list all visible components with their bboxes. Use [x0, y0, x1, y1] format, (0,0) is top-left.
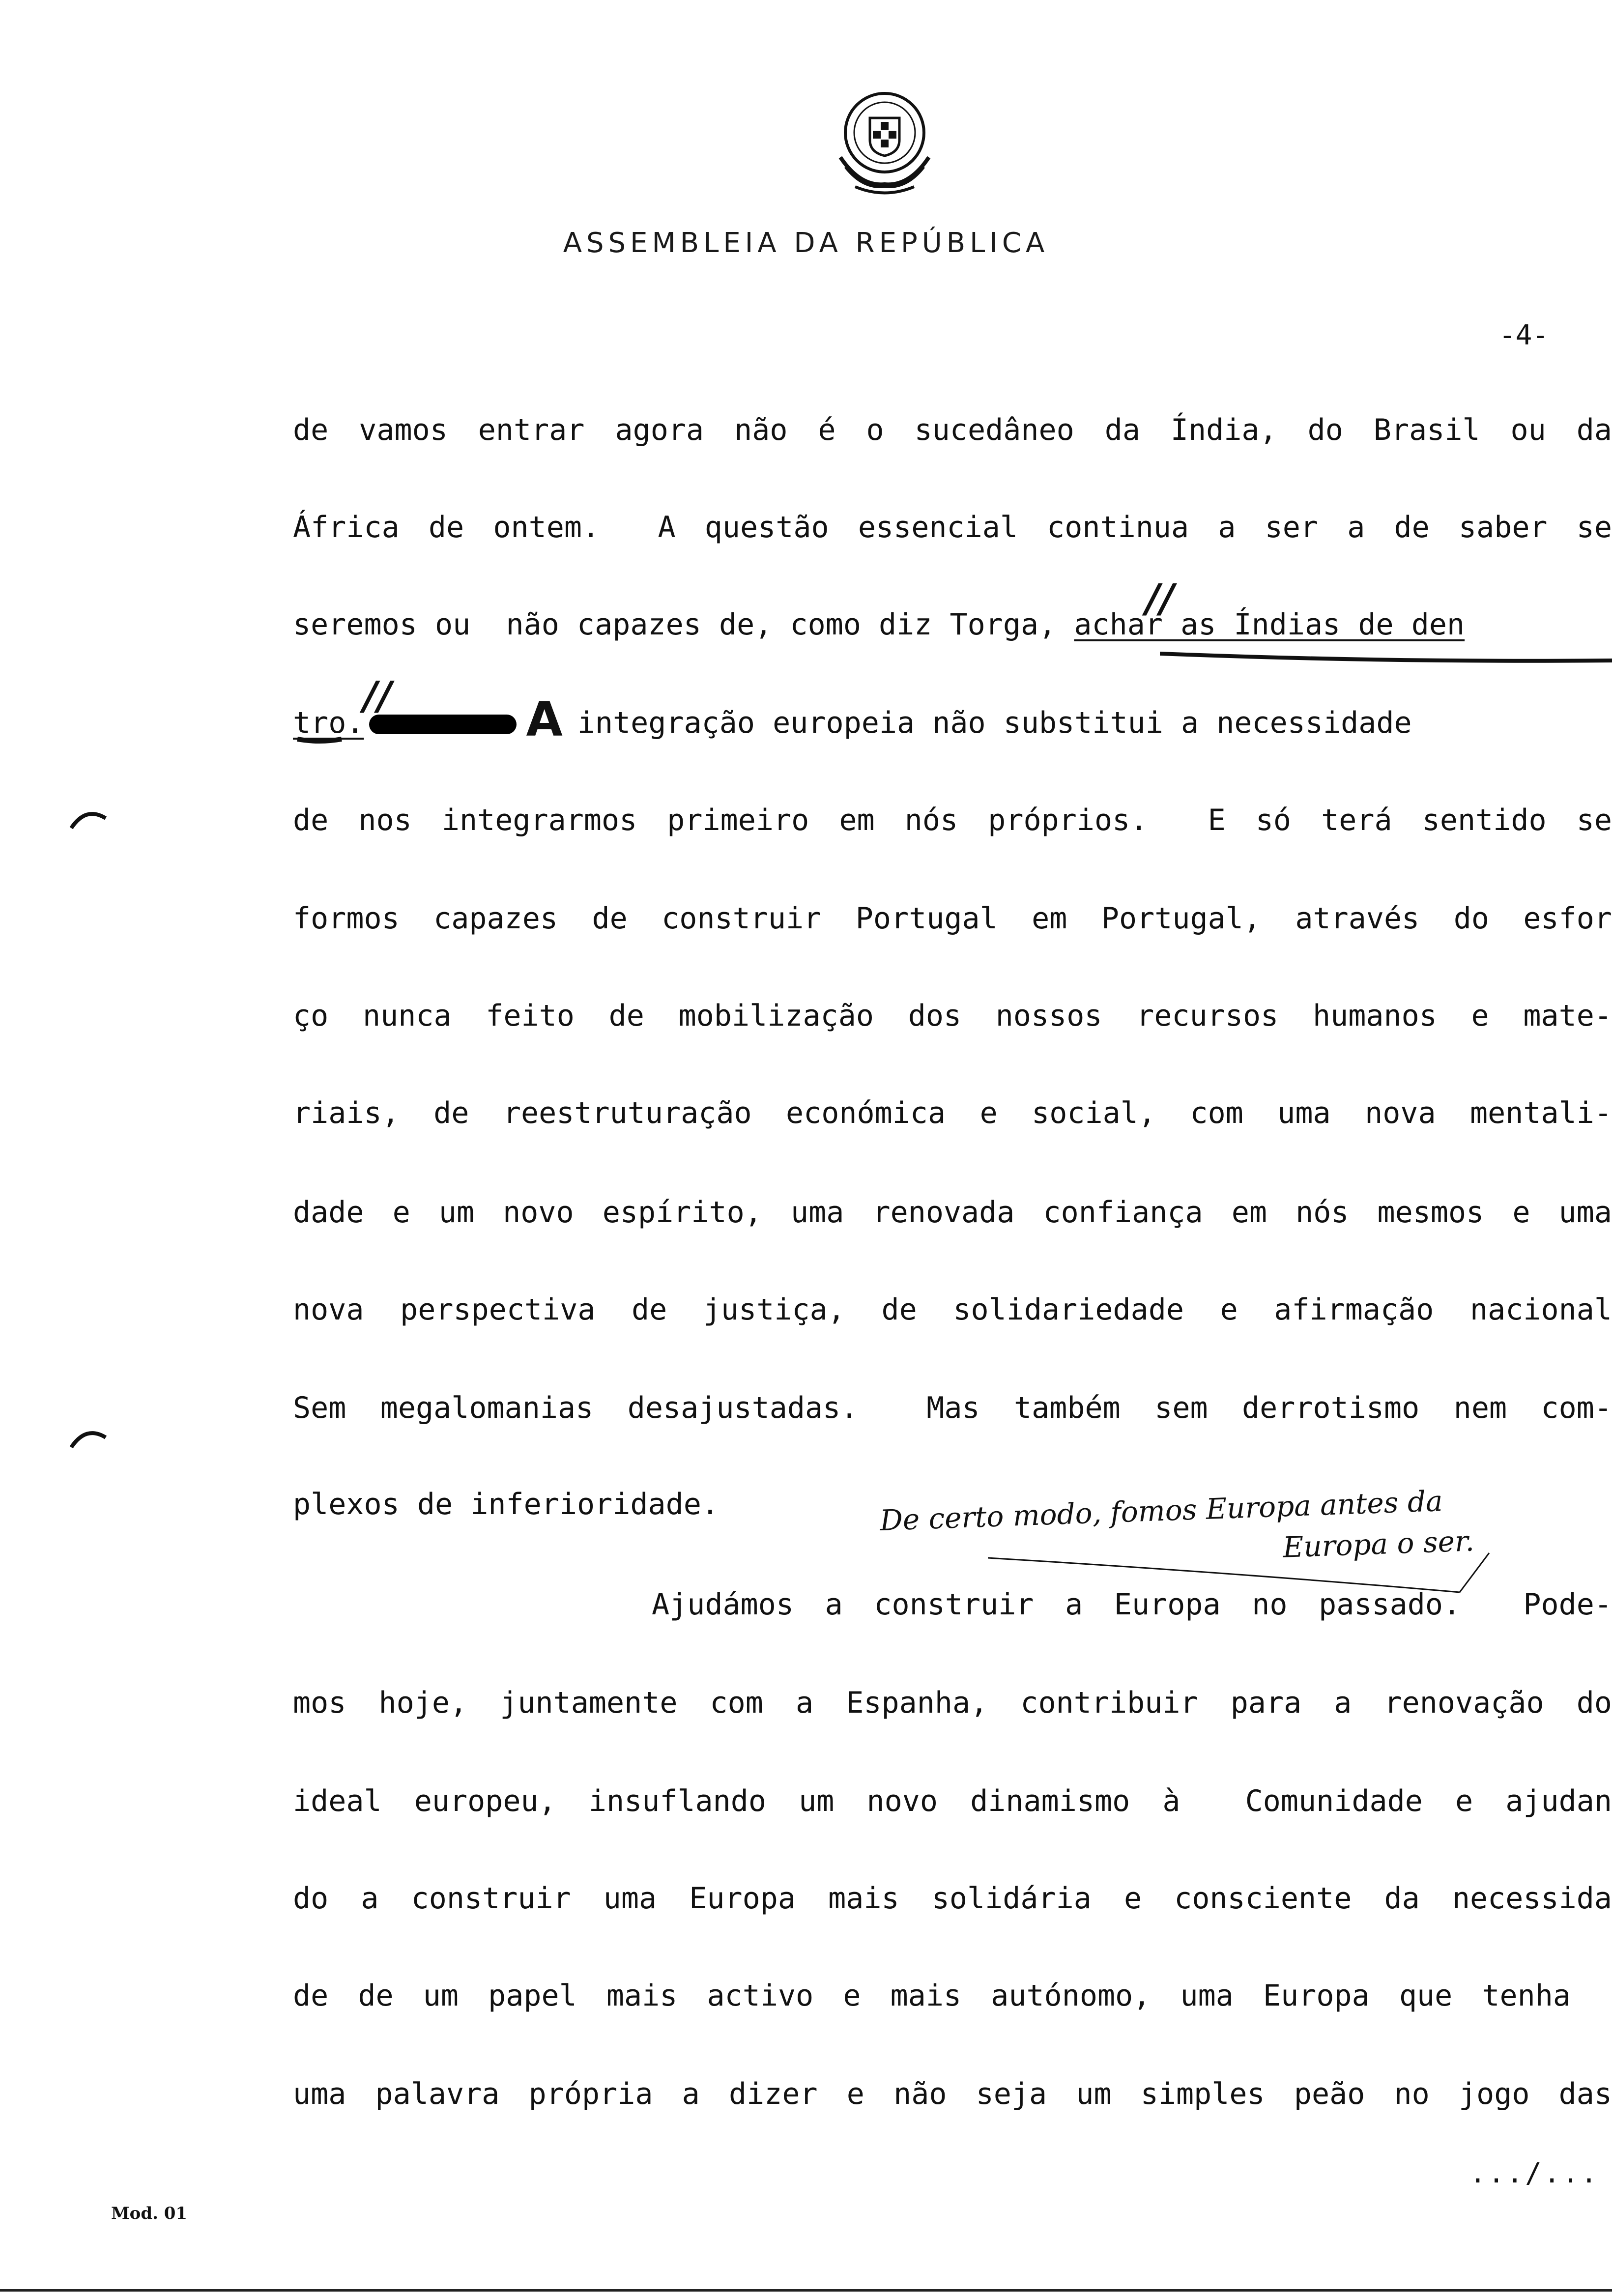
body-line-7: ço nunca feito de mobilização dos nossos recursos humanos e mate-	[293, 999, 1612, 1033]
body-line-1: de vamos entrar agora não é o sucedâneo da Índia, do Brasil ou da	[293, 413, 1612, 447]
body-line-9: dade e um novo espírito, uma renovada confiança em nós mesmos e uma	[293, 1195, 1612, 1230]
coat-of-arms-seal	[821, 84, 949, 206]
body-line-11: Sem megalomanias desajustadas. Mas também sem derrotismo nem com-	[293, 1391, 1612, 1425]
punch-hole-mark-bottom	[69, 1425, 108, 1450]
body-line-2: África de ontem. A questão essencial continua a ser a de saber se	[293, 510, 1612, 545]
handwritten-open-quote: //	[1145, 575, 1174, 621]
body-line-5: de nos integrarmos primeiro em nós próprios. E só terá sentido se	[293, 803, 1612, 837]
continuation-marker: .../...	[1469, 2157, 1600, 2189]
handwritten-note-line-1: De certo modo, fomos Europa antes da	[879, 1484, 1443, 1537]
handwritten-insertion-arrow	[988, 1548, 1528, 1602]
handwritten-underline-short	[295, 734, 344, 744]
handwritten-note-line-2: Europa o ser.	[1282, 1524, 1475, 1564]
body-line-10: nova perspectiva de justiça, de solidariedade e afirmação nacional	[293, 1292, 1612, 1327]
page-number: -4-	[1499, 319, 1549, 351]
body-line-12: plexos de inferioridade.	[293, 1487, 719, 1521]
bottom-rule	[0, 2289, 1612, 2292]
body-line-4-text: integração europeia não substitui a necessidade	[577, 706, 1412, 740]
punch-hole-mark-top	[69, 806, 108, 831]
body-line-8: riais, de reestruturação económica e social, com uma nova mentali-	[293, 1096, 1612, 1130]
body-line-18: uma palavra própria a dizer e não seja um simples peão no jogo das	[293, 2077, 1612, 2111]
body-line-14: mos hoje, juntamente com a Espanha, contribuir para a renovação do	[293, 1686, 1612, 1720]
body-line-6: formos capazes de construir Portugal em Portugal, através do esfor	[293, 901, 1612, 936]
quote-end: tro.	[293, 706, 364, 740]
body-line-13: Ajudámos a construir a Europa no passado. Pode-	[652, 1587, 1612, 1622]
handwritten-underline	[1160, 649, 1612, 663]
handwritten-close-quote: //	[363, 672, 392, 718]
body-line-4	[293, 696, 1612, 750]
body-line-17: de de um papel mais activo e mais autónomo, uma Europa que tenha	[293, 1979, 1571, 2013]
form-code: Mod. 01	[111, 2204, 188, 2223]
quoted-phrase-underlined: achar as Índias de den	[1074, 607, 1465, 642]
body-line-3	[293, 598, 1612, 652]
institution-header: ASSEMBLEIA DA REPÚBLICA	[563, 227, 1049, 259]
body-line-15: ideal europeu, insuflando um novo dinamismo à Comunidade e ajudan	[293, 1784, 1612, 1818]
inserted-capital-letter: A	[526, 696, 563, 747]
body-line-16: do a construir uma Europa mais solidária e consciente da necessida	[293, 1881, 1612, 1916]
body-line-3-text: seremos ou não capazes de, como diz Torga,	[293, 607, 1074, 642]
